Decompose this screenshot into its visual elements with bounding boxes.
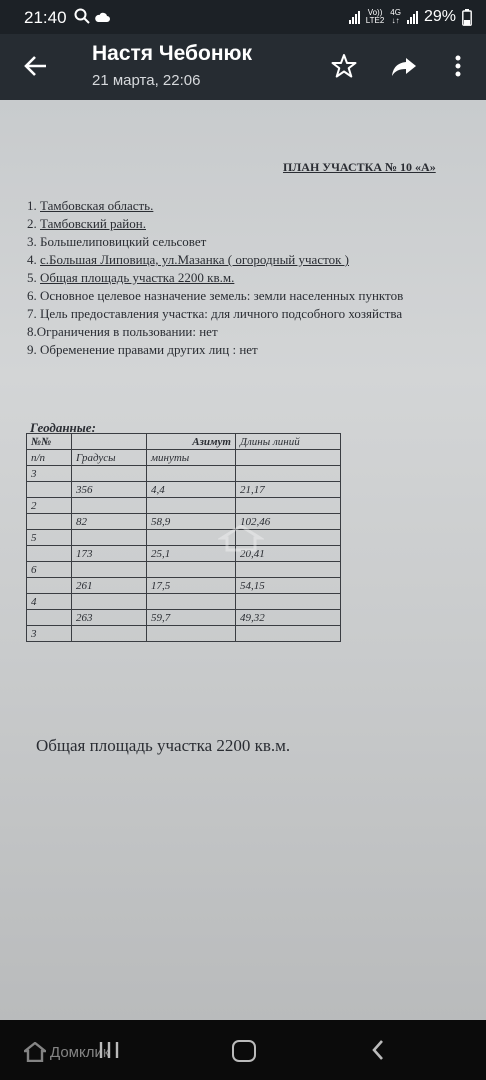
doc-item-5: 5. Общая площадь участка 2200 кв.м. xyxy=(27,270,235,285)
doc-item-7: 7. Цель предоставления участка: для личного подсобного хозяйства xyxy=(27,306,403,321)
network-indicator-2: 4G ↓↑ xyxy=(390,8,401,25)
table-row: 6 xyxy=(27,562,341,578)
table-row: 82 58,9 102,46 xyxy=(27,514,341,530)
notification-icons xyxy=(74,8,110,26)
message-date: 21 марта, 22:06 xyxy=(92,72,201,89)
doc-item-4: 4. с.Большая Липовица, ул.Мазанка ( огородный участок ) xyxy=(27,252,349,267)
share-forward-icon[interactable] xyxy=(390,52,418,80)
house-watermark-icon xyxy=(218,524,264,552)
doc-item-9: 9. Обременение правами других лиц : нет xyxy=(27,342,258,357)
total-area-text: Общая площадь участка 2200 кв.м. xyxy=(36,736,291,755)
nav-back-icon[interactable] xyxy=(370,1038,386,1062)
back-arrow-icon[interactable] xyxy=(22,52,50,80)
more-options-icon[interactable] xyxy=(444,52,472,80)
table-row: 5 xyxy=(27,530,341,546)
app-bar xyxy=(0,34,486,100)
table-row: 2 xyxy=(27,498,341,514)
table-row: 356 4,4 21,17 xyxy=(27,482,341,498)
doc-item-8: 8.Ограничения в пользовании: нет xyxy=(27,324,218,339)
house-logo-icon xyxy=(24,1042,46,1062)
document-photo[interactable] xyxy=(0,100,486,1020)
domclick-watermark: Домклик xyxy=(24,1042,109,1062)
signal-icon xyxy=(349,10,360,24)
signal-icon-2 xyxy=(407,10,418,24)
doc-item-1: 1. Тамбовская область. xyxy=(27,198,154,213)
battery-percent: 29% xyxy=(423,8,456,25)
recent-apps-icon[interactable] xyxy=(98,1040,120,1060)
table-row: 4 xyxy=(27,594,341,610)
geodata-table xyxy=(26,433,341,642)
document-heading: ПЛАН УЧАСТКА № 10 «А» xyxy=(283,160,436,174)
doc-item-6: 6. Основное целевое назначение земель: земли населенных пунктов xyxy=(27,288,404,303)
table-row: 173 25,1 20,41 xyxy=(27,546,341,562)
battery-icon xyxy=(462,9,472,26)
table-row: 3 xyxy=(27,626,341,642)
status-bar xyxy=(0,0,486,34)
doc-item-3: 3. Большелиповицкий сельсовет xyxy=(27,234,207,249)
search-icon xyxy=(74,8,90,24)
geodata-label: Геоданные: xyxy=(30,420,96,435)
table-header-row: №№ Азимут Длины линий xyxy=(27,434,341,450)
cloud-icon xyxy=(94,11,110,23)
table-header-row: п/п Градусы минуты xyxy=(27,450,341,466)
star-icon[interactable] xyxy=(330,52,358,80)
table-row: 263 59,7 49,32 xyxy=(27,610,341,626)
table-row: 261 17,5 54,15 xyxy=(27,578,341,594)
home-button[interactable] xyxy=(232,1040,256,1062)
sender-name: Настя Чебонюк xyxy=(92,42,252,65)
clock: 21:40 xyxy=(24,8,67,27)
navigation-bar xyxy=(0,1020,486,1080)
document xyxy=(0,100,486,1020)
network-indicator: Vo)) LTE2 xyxy=(365,8,385,25)
doc-item-2: 2. Тамбовский район. xyxy=(27,216,146,231)
table-row: 3 xyxy=(27,466,341,482)
